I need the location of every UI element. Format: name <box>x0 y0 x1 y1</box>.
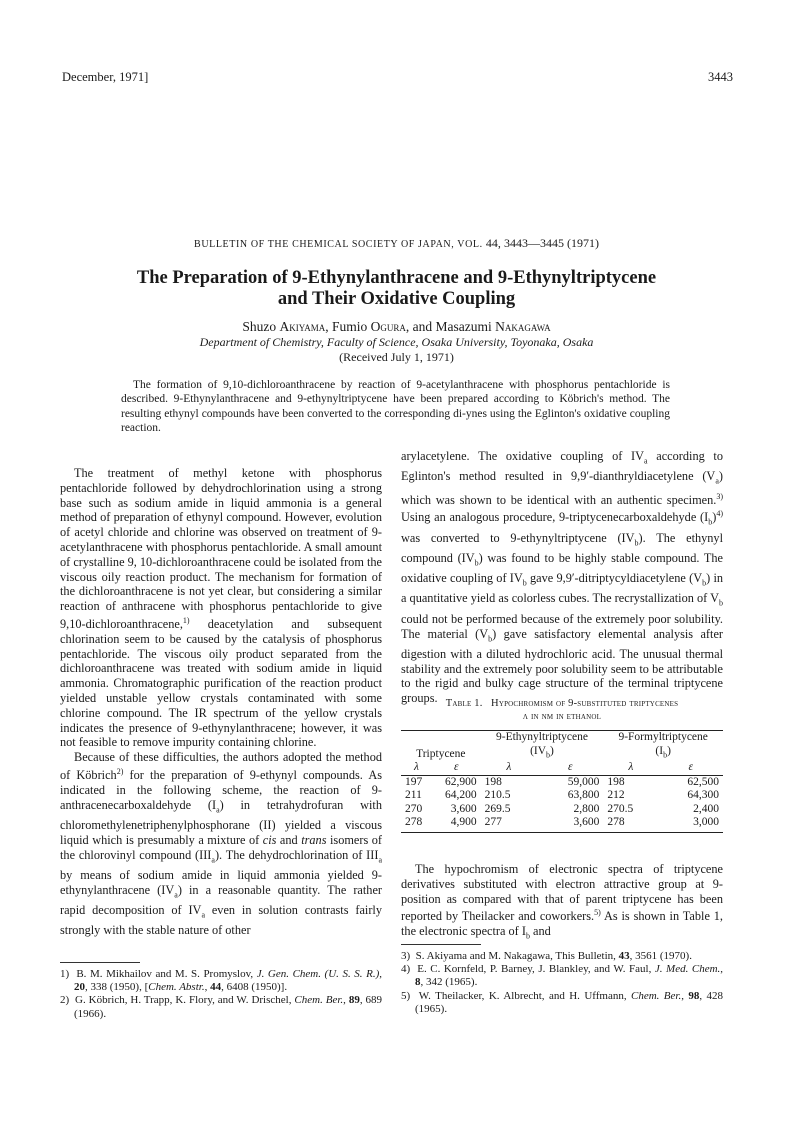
reference-marker: 3) <box>716 491 723 501</box>
text-run: even in solution contrasts fairly strongly with the stable nature of other <box>60 902 382 938</box>
text-run: ) was found to be highly stable compound. The oxidative coupling of IV <box>401 550 724 586</box>
footnotes-right <box>401 950 723 1016</box>
text-run: deacetylation and subsequent chlorination seem to be caused by the catalysis of phosphorus pentachloride. The viscous oily product separated from the dichloroanthracene was treated with sodium amide in liquid ammonia. Chromatographic purification of the reaction product yielded unstable yellow crystals contaminated with some chlorine compound. The IR spectrum of the yellow crystals indicates the presence of 9-ethynylanthracene; however, it was not feasible to remove impurity containing chlorine. <box>60 617 382 750</box>
epsilon-header: ε <box>537 761 603 775</box>
epsilon-cell: 59,000 <box>567 775 600 788</box>
epsilon-cell: 4,900 <box>432 816 481 832</box>
footnote: 5) W. Theilacker, K. Albrecht, and H. Uffmann, Chem. Ber., 98, 428 (1965). <box>401 989 724 1015</box>
text-run: ). The dehydrochlorination of III <box>214 847 379 862</box>
text-run: ) gave satisfactory elemental analysis after digestion with a diluted hydrochloric acid. The unusual thermal stability and the extremely poor solubility seem to be attributable to the rigid and bulky cage structure of the terminal triptycene groups. <box>401 626 724 706</box>
epsilon-header: ε <box>658 761 723 775</box>
subscript: b <box>525 931 530 941</box>
epsilon-cell: 3,600 <box>537 816 603 832</box>
text-run: ) in a reasonable quantity. The rather rapid decomposition of IV <box>60 882 383 917</box>
left-column <box>60 466 382 938</box>
text-run: Because of these difficulties, the authors adopted the method of Köbrich <box>60 750 382 783</box>
text-run: The treatment of methyl ketone with phosphorus pentachloride followed by dehydrochlorination using a strong base such as sodium amide in liquid ammonia is a general method of preparation of ethynyl compound. However, evolution of acetyl chloride and chlorine was observed on treatment of 9-acetylanthracene with phosphorus pentachloride. A small amount of crystalline 9, 10-dichloroanthracene could be isolated from the viscous oily reaction product. The mechanism for formation of the dichloroanthracene is not yet clear, but considering a similar reaction of anthracene with phosphorus pentachloride to give 9,10-dichloroanthracene, <box>60 466 382 632</box>
journal-citation-line <box>0 236 793 251</box>
lambda-header: λ <box>603 761 658 775</box>
text-run: for the preparation of 9-ethynyl compounds. As indicated in the following scheme, the reaction of 9-anthracenecarboxaldehyde (I <box>60 768 382 812</box>
right-column-continued <box>401 862 723 945</box>
italic-term: trans <box>301 832 327 847</box>
epsilon-cell: 64,200 <box>445 789 477 802</box>
text-run: ) in tetrahydrofuran with chloromethylenetriphenylphosphorane (II) yielded a viscous liquid which is presumably a mixture of <box>60 797 382 847</box>
hypochromism-table <box>401 730 723 833</box>
author-3-first: Masazumi <box>435 319 492 334</box>
footnotes-left <box>60 968 382 1021</box>
text-run: Using an analogous procedure, 9-triptycenecarboxaldehyde (I <box>401 510 709 525</box>
author-sep: , and <box>405 319 433 334</box>
epsilon-cell: 3,000 <box>658 816 723 832</box>
epsilon-header: ε <box>432 761 481 775</box>
lambda-header: λ <box>401 761 432 775</box>
lambda-cell: 210.5 <box>484 789 511 802</box>
journal-volume: 44, <box>485 236 501 250</box>
text-run: could not be performed because of the extremely poor solubility. The material (V <box>401 611 723 641</box>
abstract: The formation of 9,10-dichloroanthracene by reaction of 9-acetylanthracene with phosphorus pentachloride is described. 9-Ethynylanthracene and 9-ethynyltriptycene have been prepared according to Köbrich's method. The resulting ethynyl compounds have been converted to the corresponding di-ynes using the Eglinton's oxidative coupling reaction. <box>121 379 670 434</box>
subscript: b <box>474 558 479 568</box>
epsilon-cell: 62,500 <box>687 775 719 788</box>
author-2-first: Fumio <box>331 319 368 334</box>
text-run: As is shown in Table 1, the electronic spectra of I <box>401 909 723 939</box>
epsilon-cell: 2,400 <box>693 802 719 815</box>
paragraph <box>60 750 382 938</box>
title-line-1: The Preparation of 9-Ethynylanthracene and 9-Ethynyltriptycene <box>136 268 657 288</box>
epsilon-cell: 64,300 <box>687 789 719 802</box>
footnote: 3) S. Akiyama and M. Nakagawa, This Bulletin, 43, 3561 (1970). <box>401 950 692 962</box>
paragraph <box>401 862 723 945</box>
column-group-header: 9-Formyltriptycene $(I_b)$ <box>618 731 708 759</box>
affiliation: Department of Chemistry, Faculty of Science, Osaka University, Toyonaka, Osaka <box>199 335 594 349</box>
text-run: by means of sodium amide in liquid ammonia yielded 9-ethynylanthracene (IV <box>60 867 382 897</box>
author-2-last: Ogura <box>370 319 406 334</box>
running-head-date: December, 1971] <box>62 70 149 84</box>
text-run: ) which was shown to be identical with an authentic specimen. <box>401 469 723 507</box>
text-run: and <box>529 924 551 939</box>
italic-term: cis <box>262 832 277 847</box>
subscript: a <box>644 456 648 466</box>
footnote-rule <box>401 944 481 945</box>
text-run: gave 9,9′-ditriptycyldiacetylene (V <box>526 571 703 586</box>
table-row <box>401 775 723 789</box>
footnote: 4) E. C. Kornfeld, P. Barney, J. Blankley, and W. Faul, J. Med. Chem., 8, 342 (1965). <box>401 963 724 989</box>
subscript: a <box>201 910 205 920</box>
text-run: The hypochromism of electronic spectra of triptycene derivatives substituted with electron attractive group at 9-position as compared with that of parent triptycene has been reported by Theilacker and coworkers. <box>401 862 723 924</box>
epsilon-cell: 3,600 <box>450 802 477 815</box>
epsilon-cell: 63,800 <box>567 789 600 802</box>
epsilon-cell: 2,800 <box>573 802 600 815</box>
paragraph <box>60 466 382 750</box>
subscript: a <box>211 855 215 865</box>
epsilon-cell: 62,900 <box>445 775 477 788</box>
text-run: was converted to 9-ethynyltriptycene (IV <box>401 530 635 545</box>
subscript: b <box>522 578 527 588</box>
table-row <box>401 816 723 832</box>
footnote: 1) B. M. Mikhailov and M. S. Promyslov, J. Gen. Chem. (U. S. S. R.), 20, 338 (1950), [Chem. Abstr., 44, 6408 (1950)]. <box>60 968 382 994</box>
subscript: b <box>488 633 493 643</box>
table-title: Hypochromism of 9-substituted triptycenes <box>491 698 679 709</box>
paragraph: arylacetylene. The oxidative coupling of $IV_a$ according to Eglinton's method resulted in 9,9′-dianthryldiacetylene $(V_a)$ which was shown to be identical with an authentic specimen.$^{3)}$ Using an analogous procedure, 9-triptycenecarboxaldehyde $(I_b)^{4)}$ was converted to 9-ethynyltriptycene $(IV_b)$. The ethynyl compound $(IV_b)$ was found to be highly stable compound. The oxidative coupling of $IV_b$ gave 9,9′-ditriptycyldiacetylene $(V_b)$ in a quantitative yield as colorless cubes. The recrystallization of $V_b$ could not be performed because of the extremely poor solubility. The material $(V_b)$ gave satisfactory elemental analysis after digestion with a diluted hydrochloric acid. The unusual thermal stability and the extremely poor solubility seem to be attributable to the rigid and bulky cage structure of the terminal triptycene groups. <box>401 449 724 706</box>
author-1-last: Akiyama <box>279 319 326 334</box>
footnote: 2) G. Köbrich, H. Trapp, K. Flory, and W. Drischel, Chem. Ber., 89, 689 (1966). <box>60 994 383 1020</box>
author-3-last: Nakagawa <box>495 319 551 334</box>
author-list <box>0 319 793 335</box>
lambda-cell: 269.5 <box>484 802 511 815</box>
subscript: b <box>708 517 713 527</box>
text-run: according to Eglinton's method resulted in 9,9′-dianthryldiacetylene (V <box>401 449 723 484</box>
text-run: arylacetylene. The oxidative coupling of IV <box>401 449 644 463</box>
lambda-cell: 278 <box>603 816 658 832</box>
lambda-cell: 270.5 <box>607 802 634 815</box>
footnote-rule <box>60 962 140 963</box>
subscript: a <box>174 890 178 900</box>
lambda-header: λ <box>481 761 538 775</box>
subscript: b <box>634 538 639 548</box>
title-line-2: and Their Oxidative Coupling <box>277 289 516 309</box>
lambda-cell: 198 <box>484 775 502 788</box>
column-group-header: 9-Ethynyltriptycene $(IV_b)$ <box>496 731 588 759</box>
journal-name: BULLETIN OF THE CHEMICAL SOCIETY OF JAPAN, VOL. <box>194 239 483 250</box>
subscript: a <box>715 476 719 486</box>
journal-pages: 3443—3445 (1971) <box>503 236 599 250</box>
lambda-cell: 197 <box>405 775 423 788</box>
author-sep: , <box>325 319 329 334</box>
lambda-cell: 212 <box>607 789 625 802</box>
reference-marker: 2) <box>116 767 124 777</box>
column-group-header: Triptycene <box>416 747 466 760</box>
subscript: b <box>719 598 723 608</box>
text-run: ). The ethynyl compound (IV <box>401 530 723 565</box>
table-subtitle: λ in nm in ethanol <box>522 711 602 722</box>
text-run: and <box>276 832 302 847</box>
author-1-first: Shuzo <box>242 319 277 334</box>
reference-marker: 5) <box>594 908 601 918</box>
received-date: (Received July 1, 1971) <box>339 350 454 364</box>
subscript: a <box>216 805 220 815</box>
paper-title <box>70 268 723 310</box>
table-label: Table 1. <box>445 698 483 709</box>
subscript: b <box>702 578 707 588</box>
reference-marker: 4) <box>716 509 723 519</box>
page-number: 3443 <box>708 70 733 84</box>
lambda-cell: 211 <box>405 789 422 802</box>
lambda-cell: 270 <box>405 802 423 815</box>
lambda-cell: 277 <box>481 816 538 832</box>
lambda-cell: 198 <box>607 775 625 788</box>
table-row <box>401 803 723 817</box>
right-column <box>401 449 723 706</box>
table-row <box>401 789 723 803</box>
subscript: a <box>378 855 382 865</box>
reference-marker: 1) <box>182 615 190 625</box>
lambda-cell: 278 <box>401 816 432 832</box>
text-run: isomers of the chlorovinyl compound (III <box>60 832 382 862</box>
table-caption <box>401 697 723 723</box>
text-run: ) in a quantitative yield as colorless cubes. The recrystallization of V <box>401 571 724 606</box>
